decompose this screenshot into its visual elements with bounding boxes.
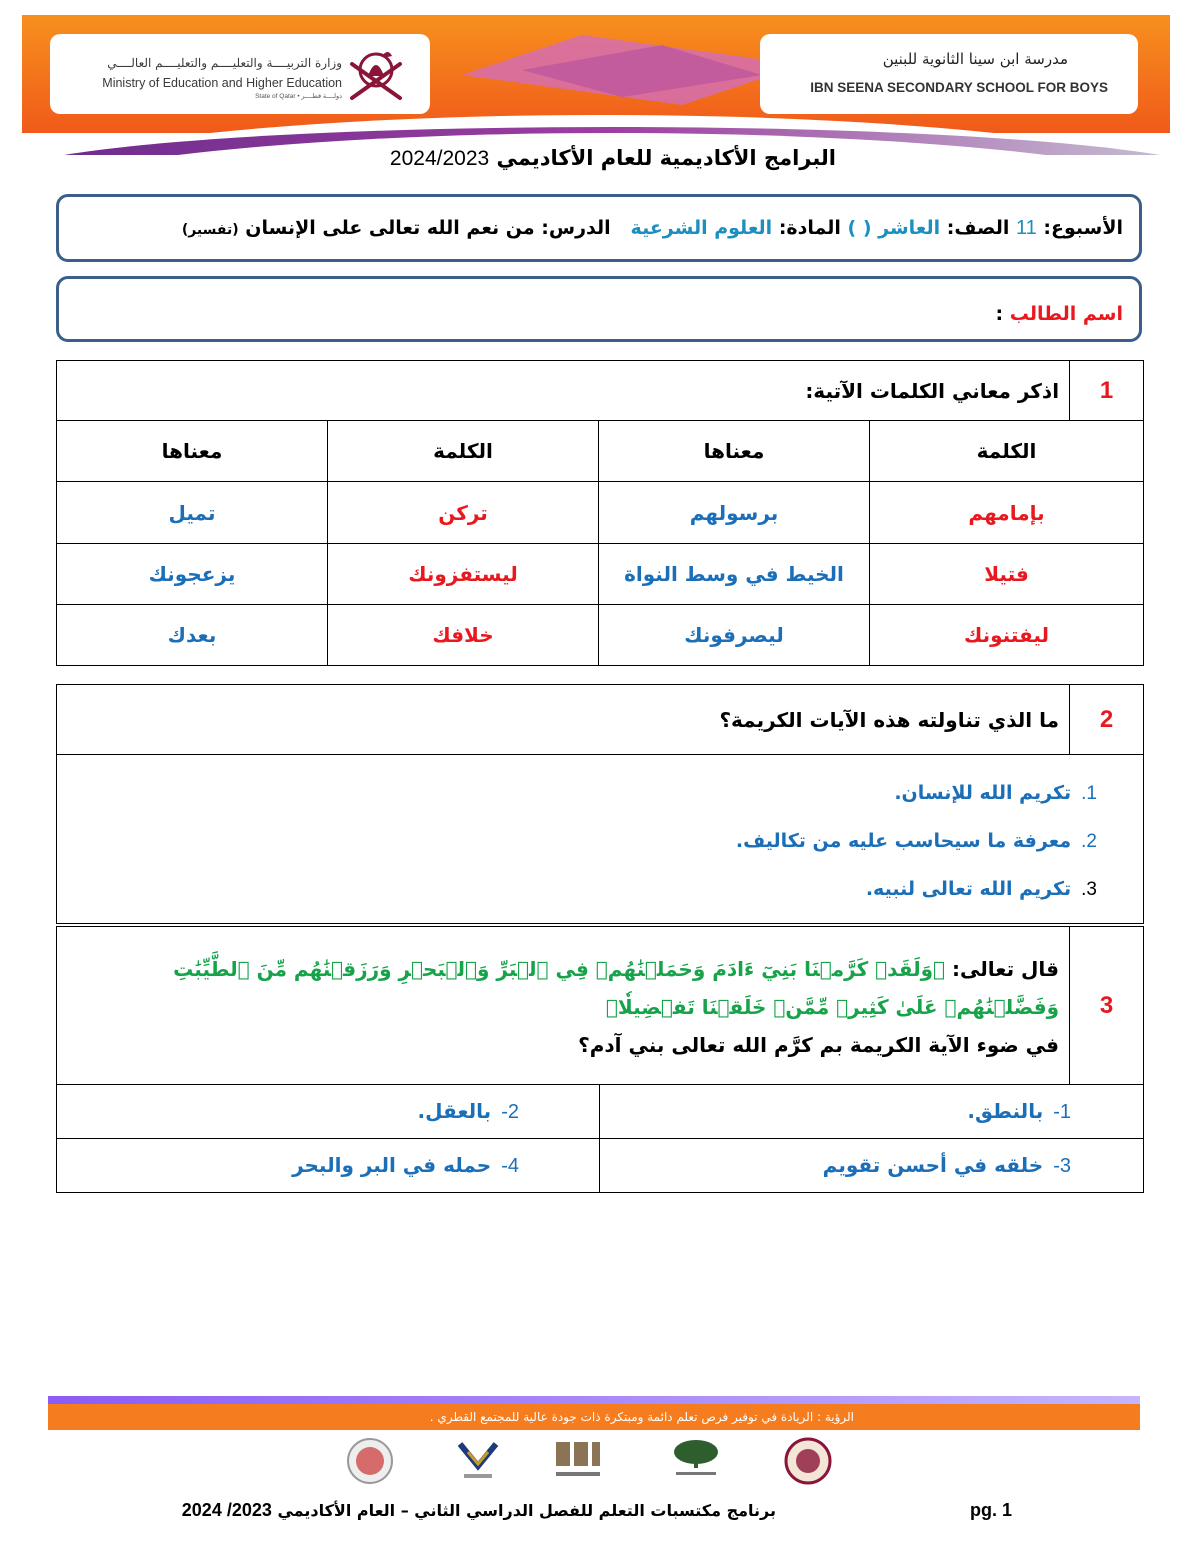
student-name-label: اسم الطالب: [1009, 303, 1123, 325]
meaning-cell: برسولهم: [599, 482, 870, 544]
grade-label: الصف:: [946, 217, 1010, 239]
state-of-qatar-label: State of Qatar • دولــــة قطــــر: [255, 93, 342, 100]
qatar-foundation-icon: [666, 1436, 726, 1486]
question-2-prompt: ما الذي تناولته هذه الآيات الكريمة؟: [57, 685, 1070, 755]
answer-text: حمله في البر والبحر: [292, 1153, 492, 1177]
meaning-cell: تميل: [57, 482, 328, 544]
table-row: [57, 544, 1144, 605]
word-cell: تركن: [328, 482, 599, 544]
meaning-cell: يزعجونك: [57, 544, 328, 605]
grade-value: العاشر: [878, 217, 941, 239]
word-cell: ليستفزونك: [328, 544, 599, 605]
week-value: 11: [1016, 217, 1037, 239]
list-number: 1.: [1081, 783, 1097, 804]
grade-section: ( ): [847, 217, 872, 239]
qatar-university-icon: [548, 1436, 608, 1486]
student-name-colon[interactable]: :: [995, 303, 1004, 325]
subject-value: العلوم الشرعية: [630, 217, 773, 239]
week-label: الأسبوع:: [1043, 217, 1123, 239]
student-name-line: [996, 303, 1123, 325]
student-name-box: [56, 276, 1142, 342]
school-logo-panel: [760, 34, 1138, 114]
answer-cell: [57, 1139, 600, 1193]
qatar-emblem-icon: [342, 44, 410, 108]
list-item: [57, 867, 1097, 915]
moe-seal-icon: [778, 1436, 838, 1486]
answer-text: معرفة ما سيحاسب عليه من تكاليف.: [735, 830, 1072, 852]
program-title: [300, 146, 836, 171]
vision-statement: الرؤية : الريادة في توفير فرص تعلم دائمة ومبتكرة ذات جودة عالية للمجتمع القطري .: [429, 1410, 854, 1424]
list-item: [57, 771, 1097, 819]
list-number: 2-: [501, 1101, 519, 1123]
meaning-cell: ليصرفونك: [599, 605, 870, 666]
footer-strip: [48, 1396, 1140, 1404]
verse-block: [57, 940, 1069, 1072]
program-title-text: البرامج الأكاديمية للعام الأكاديمي: [496, 146, 836, 170]
table-row: [57, 482, 1144, 544]
meaning-cell: بعدك: [57, 605, 328, 666]
list-number: 1-: [1053, 1101, 1072, 1123]
column-header: الكلمة: [328, 421, 599, 482]
question-1-prompt: اذكر معاني الكلمات الآتية:: [57, 361, 1070, 421]
program-year: 2024/2023: [389, 147, 490, 170]
quran-verse: ﴿وَلَقَدۡ كَرَّمۡنَا بَنِيٓ ءَادَمَ وَحَمَلۡنَٰهُمۡ فِي ٱلۡبَرِّ وَٱلۡبَحۡرِ وَرَزَقۡنَٰهُم مِّنَ ٱلطَّيِّبَٰتِ وَفَضَّلۡنَٰهُمۡ عَلَىٰ كَثِيرٖ مِّمَّنۡ خَلَقۡنَا تَفۡضِيلٗا﴾: [173, 956, 1060, 1019]
answer-text: خلقه في أحسن تقويم: [822, 1153, 1044, 1177]
verse-intro: قال تعالى:: [952, 956, 1060, 981]
page-number: pg. 1: [970, 1500, 1013, 1520]
lesson-label: الدرس:: [541, 217, 611, 239]
list-number: 2.: [1081, 831, 1097, 852]
subject-label: المادة:: [778, 217, 841, 239]
question-3-prompt: في ضوء الآية الكريمة بم كرَّم الله تعالى بني آدم؟: [578, 1032, 1060, 1057]
column-header: الكلمة: [870, 421, 1144, 482]
question-1-number: 1: [1070, 361, 1144, 421]
question-2-table: [56, 684, 1144, 924]
answer-text: بالعقل.: [417, 1099, 492, 1123]
column-header: معناها: [57, 421, 328, 482]
lesson-info-line: [182, 217, 1123, 240]
ministry-name-en: Ministry of Education and Higher Education: [102, 76, 342, 90]
question-3-table: [56, 926, 1144, 1193]
footer-program-year: 2023/ 2024: [181, 1500, 272, 1520]
meaning-cell: الخيط في وسط النواة: [599, 544, 870, 605]
footer-program-text: [180, 1500, 776, 1521]
answer-text: تكريم الله للإنسان.: [894, 782, 1072, 804]
answer-cell: [600, 1085, 1144, 1139]
school-name-en: IBN SEENA SECONDARY SCHOOL FOR BOYS: [810, 80, 1108, 95]
column-header: معناها: [599, 421, 870, 482]
accreditation-seal-icon: [340, 1436, 400, 1486]
list-number: 4-: [501, 1155, 519, 1177]
word-cell: فتيلا: [870, 544, 1144, 605]
question-1-table: [56, 360, 1144, 666]
table-row: [57, 605, 1144, 666]
list-number: 3-: [1053, 1155, 1072, 1177]
footer-program-label: برنامج مكتسبات التعلم للفصل الدراسي الثاني – العام الأكاديمي: [277, 1501, 776, 1520]
word-cell: ليفتنونك: [870, 605, 1144, 666]
question-2-number: 2: [1070, 685, 1144, 755]
answer-cell: [57, 1085, 600, 1139]
word-cell: خلافك: [328, 605, 599, 666]
ministry-name-ar: وزارة التربيــــة والتعليــــم والتعليــــم العالــــي: [107, 56, 342, 70]
word-cell: بإمامهم: [870, 482, 1144, 544]
question-2-answers: [57, 755, 1144, 924]
answer-text: بالنطق.: [967, 1099, 1044, 1123]
list-number: 3.: [1081, 879, 1097, 900]
question-3-body: [57, 927, 1070, 1085]
lesson-info-box: [56, 194, 1142, 262]
lesson-note: (تفسير): [181, 222, 239, 238]
list-item: [57, 819, 1097, 867]
school-name-ar: مدرسة ابن سينا الثانوية للبنين: [882, 50, 1068, 68]
decorative-diamond-icon: [462, 35, 802, 105]
answer-cell: [600, 1139, 1144, 1193]
lesson-value: من نعم الله تعالى على الإنسان: [245, 217, 535, 239]
community-college-icon: [448, 1436, 508, 1486]
answer-text: تكريم الله تعالى لنبيه.: [865, 878, 1072, 900]
question-3-number: 3: [1070, 927, 1144, 1085]
